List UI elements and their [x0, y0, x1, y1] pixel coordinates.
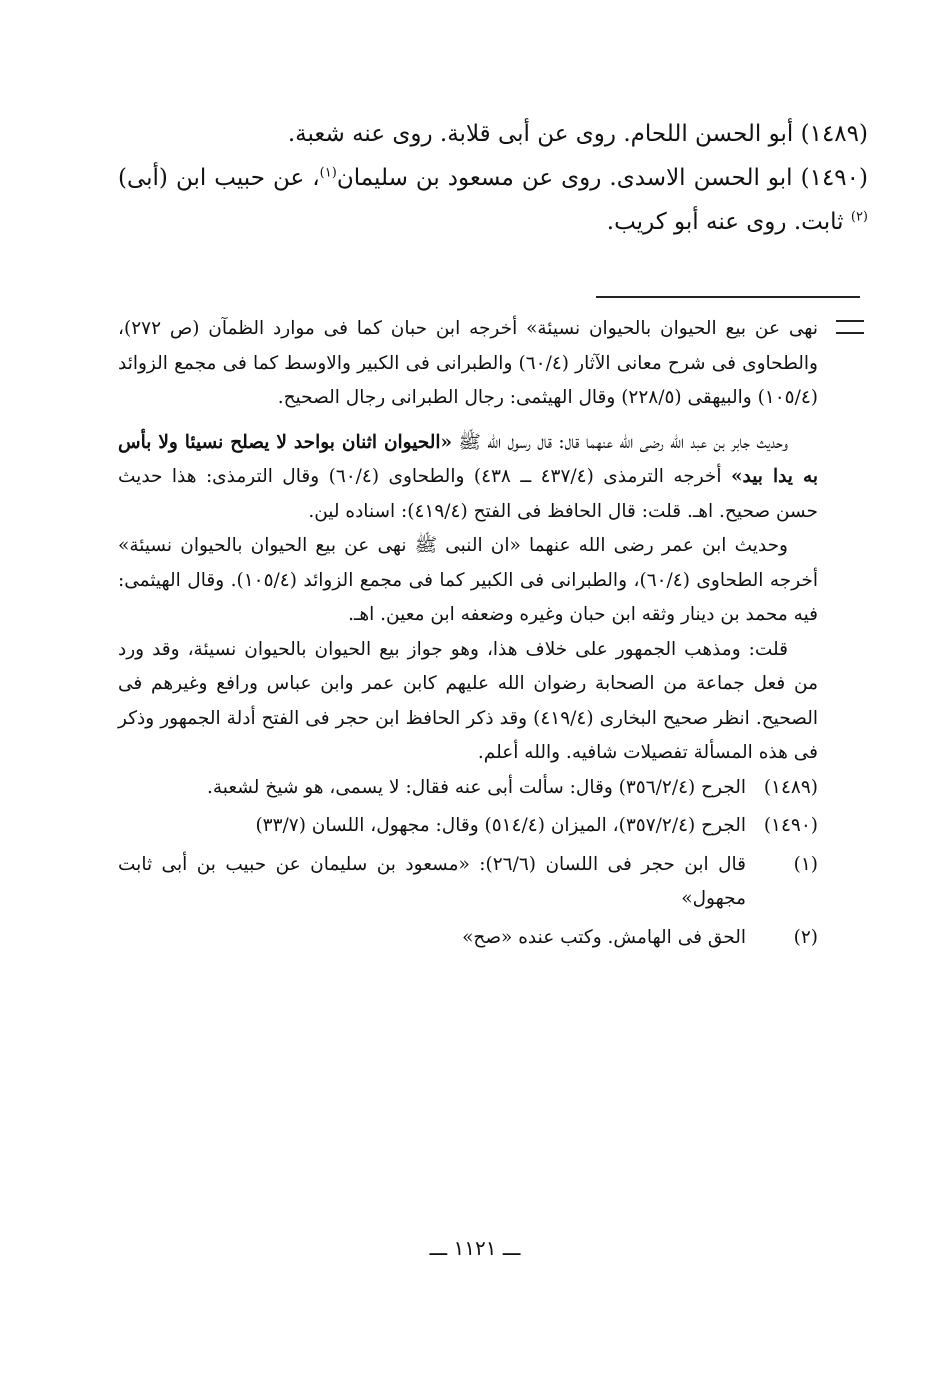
note-1490-text: الجرح (٣٥٧/٢/٤)، الميزان (٥١٤/٤) وقال: مجهول، اللسان (٣٣/٧): [255, 815, 746, 836]
entry-1490-part-b: ، عن حبيب ابن (أبى): [118, 165, 320, 191]
note-2-text: الحق فى الهامش. وكتب عنده «صح»: [462, 926, 746, 948]
note-1: [118, 848, 818, 917]
note-1489-text: الجرح (٣٥٦/٢/٤) وقال: سألت أبى عنه فقال: لا يسمى، هو شيخ لشعبة.: [206, 776, 746, 798]
footnote-para-4: قلت: ومذهب الجمهور على خلاف هذا، وهو جواز بيع الحيوان بالحيوان نسيئة، وقد ورد من فعل جماعة من الصحابة رضوان الله عليهم كابن عمر وابن عباس ورافع وغيرهم فى الصحيح. انظر صحيح البخارى (٤١٩/٤) وقد ذكر الحافظ ابن حجر فى الفتح أدلة الجمهور وذكر فى هذه المسألة تفصيلات شافيه. والله أعلم.: [118, 638, 818, 763]
para-2-part-b: أخرجه الترمذى (٤٣٧/٤ ــ ٤٣٨) والطحاوى (٦٠/٤) وقال الترمذى: هذا حديث حسن صحيح. اهـ. قلت: قال الحافظ فى الفتح (٤١٩/٤): اسناده لين.: [118, 466, 818, 522]
para-2-hadith-text: «الحيوان اثنان بواحد لا يصلح نسيئا ولا بأس به يدا بيد»: [118, 431, 819, 487]
footnote-ref-1: (١): [319, 165, 337, 181]
note-1490: [118, 809, 818, 844]
entry-1490-part-a: (١٤٩٠) ابو الحسن الاسدى. روى عن مسعود بن سليمان: [336, 165, 868, 191]
entry-1490: [118, 156, 868, 244]
note-2: [118, 921, 818, 956]
note-1489-number: (١٤٨٩): [763, 776, 818, 798]
footnotes: [118, 312, 818, 955]
continuation-mark: [836, 320, 864, 334]
entry-1489: (١٤٨٩) أبو الحسن اللحام. روى عن أبى قلابة. روى عنه شعبة.: [287, 121, 868, 147]
note-1-text: قال ابن حجر فى اللسان (٢٦/٦): «مسعود بن سليمان عن حبيب بن أبى ثابت مجهول»: [118, 853, 747, 909]
note-2-number: (٢): [793, 926, 818, 948]
main-text: [118, 112, 868, 244]
note-1490-number: (١٤٩٠): [763, 815, 818, 836]
entry-1490-part-c: ثابت. روى عنه أبو كريب.: [606, 209, 851, 235]
footnote-para-2: [118, 426, 818, 530]
footnote-para-3: وحديث ابن عمر رضى الله عنهما «ان النبى ﷺ نهى عن بيع الحيوان بالحيوان نسيئة» أخرجه الطحاوى (٦٠/٤)، والطبرانى فى الكبير كما فى مجمع الزوائد (١٠٥/٤). وقال الهيثمى: فيه محمد بن دينار وثقه ابن حبان وغيره وضعفه ابن معين. اهـ.: [118, 535, 818, 625]
para-2-part-a: وحديث جابر بن عبد الله رضى الله عنهما قال: قال رسول الله ﷺ: [452, 431, 789, 453]
footnote-para-1: نهى عن بيع الحيوان بالحيوان نسيئة» أخرجه ابن حبان كما فى موارد الظمآن (ص ٢٧٢)، والطحاوى فى شرح معانى الآثار (٦٠/٤) والطبرانى فى الكبير والاوسط كما فى مجمع الزوائد (١٠٥/٤) والبيهقى (٢٢٨/٥) وقال الهيثمى: رجال الطبرانى رجال الصحيح.: [118, 318, 818, 408]
footnote-separator: [596, 296, 860, 298]
note-1-number: (١): [793, 853, 818, 875]
note-1489: [118, 771, 818, 806]
footnote-ref-2: (٢): [850, 209, 868, 225]
page-number: ـــ ١١٢١ ـــ: [429, 1236, 521, 1260]
